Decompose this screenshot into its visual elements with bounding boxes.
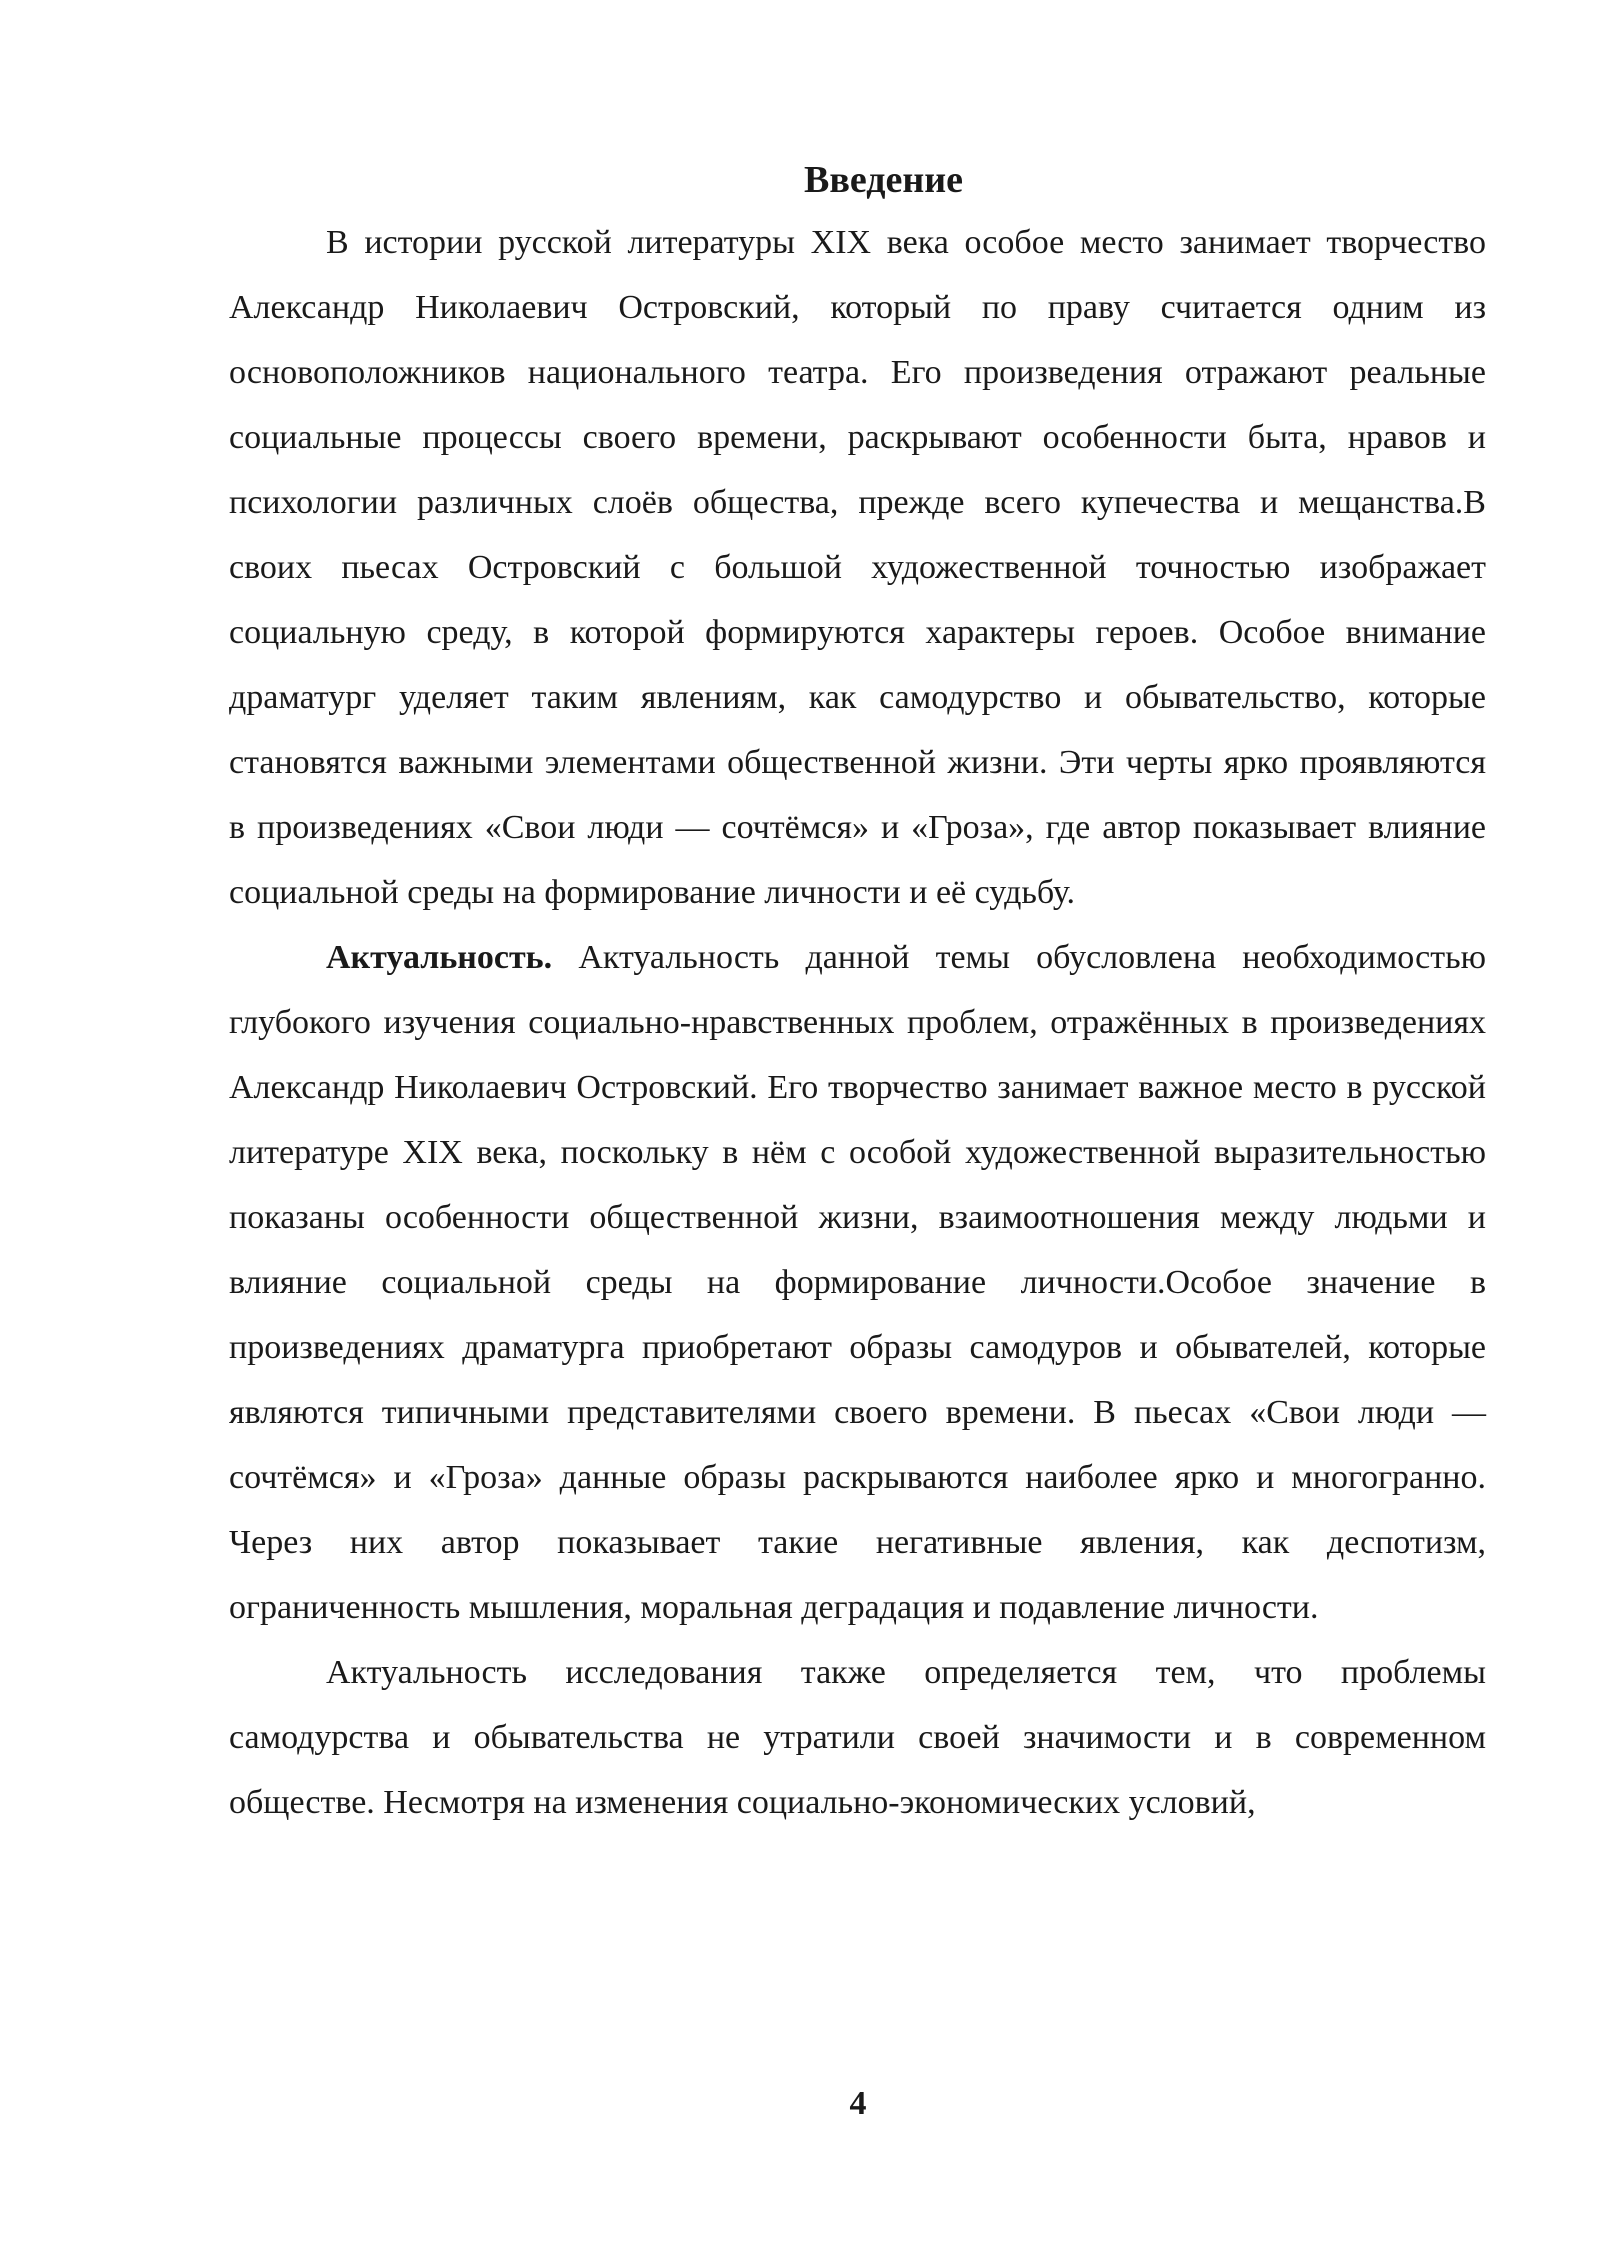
intro-paragraph-text: В истории русской литературы XIX века особое место занимает творчество Александр Николаевич Островский, который по праву считается одним из основоположников национального театра. Его произведения отражают реальные социальные процессы своего времени, раскрывают особенности быта, нравов и психологии различных слоёв общества, прежде всего купечества и мещанства.В своих пьесах Островский с большой художественной точностью изображает социальную среду, в которой формируются характеры героев. Особое внимание драматург уделяет таким явлениям, как самодурство и обывательство, которые становятся важными элементами общественной жизни. Эти черты ярко проявляются в произведениях «Свои люди — сочтёмся» и «Гроза», где автор показывает влияние социальной среды на формирование личности и её судьбу. [229,224,1486,911]
relevance-lead: Актуальность. [326,939,553,976]
page-body [229,150,1486,1835]
page-number: 4 [849,2085,867,2122]
relevance-continued-paragraph [229,1640,1486,1835]
relevance-continued-text: Актуальность исследования также определяется тем, что проблемы самодурства и обывательства не утратили своей значимости и в современном обществе. Несмотря на изменения социально-экономических условий, [229,1654,1486,1821]
section-heading: Введение [804,159,963,201]
intro-paragraph [229,210,1486,925]
relevance-paragraph [229,925,1486,1640]
relevance-paragraph-text: Актуальность данной темы обусловлена необходимостью глубокого изучения социально-нравственных проблем, отражённых в произведениях Александр Николаевич Островский. Его творчество занимает важное место в русской литературе XIX века, поскольку в нём с особой художественной выразительностью показаны особенности общественной жизни, взаимоотношения между людьми и влияние социальной среды на формирование личности.Особое значение в произведениях драматурга приобретают образы самодуров и обывателей, которые являются типичными представителями своего времени. В пьесах «Свои люди — сочтёмся» и «Гроза» данные образы раскрываются наиболее ярко и многогранно. Через них автор показывает такие негативные явления, как деспотизм, ограниченность мышления, моральная деградация и подавление личности. [229,939,1486,1626]
